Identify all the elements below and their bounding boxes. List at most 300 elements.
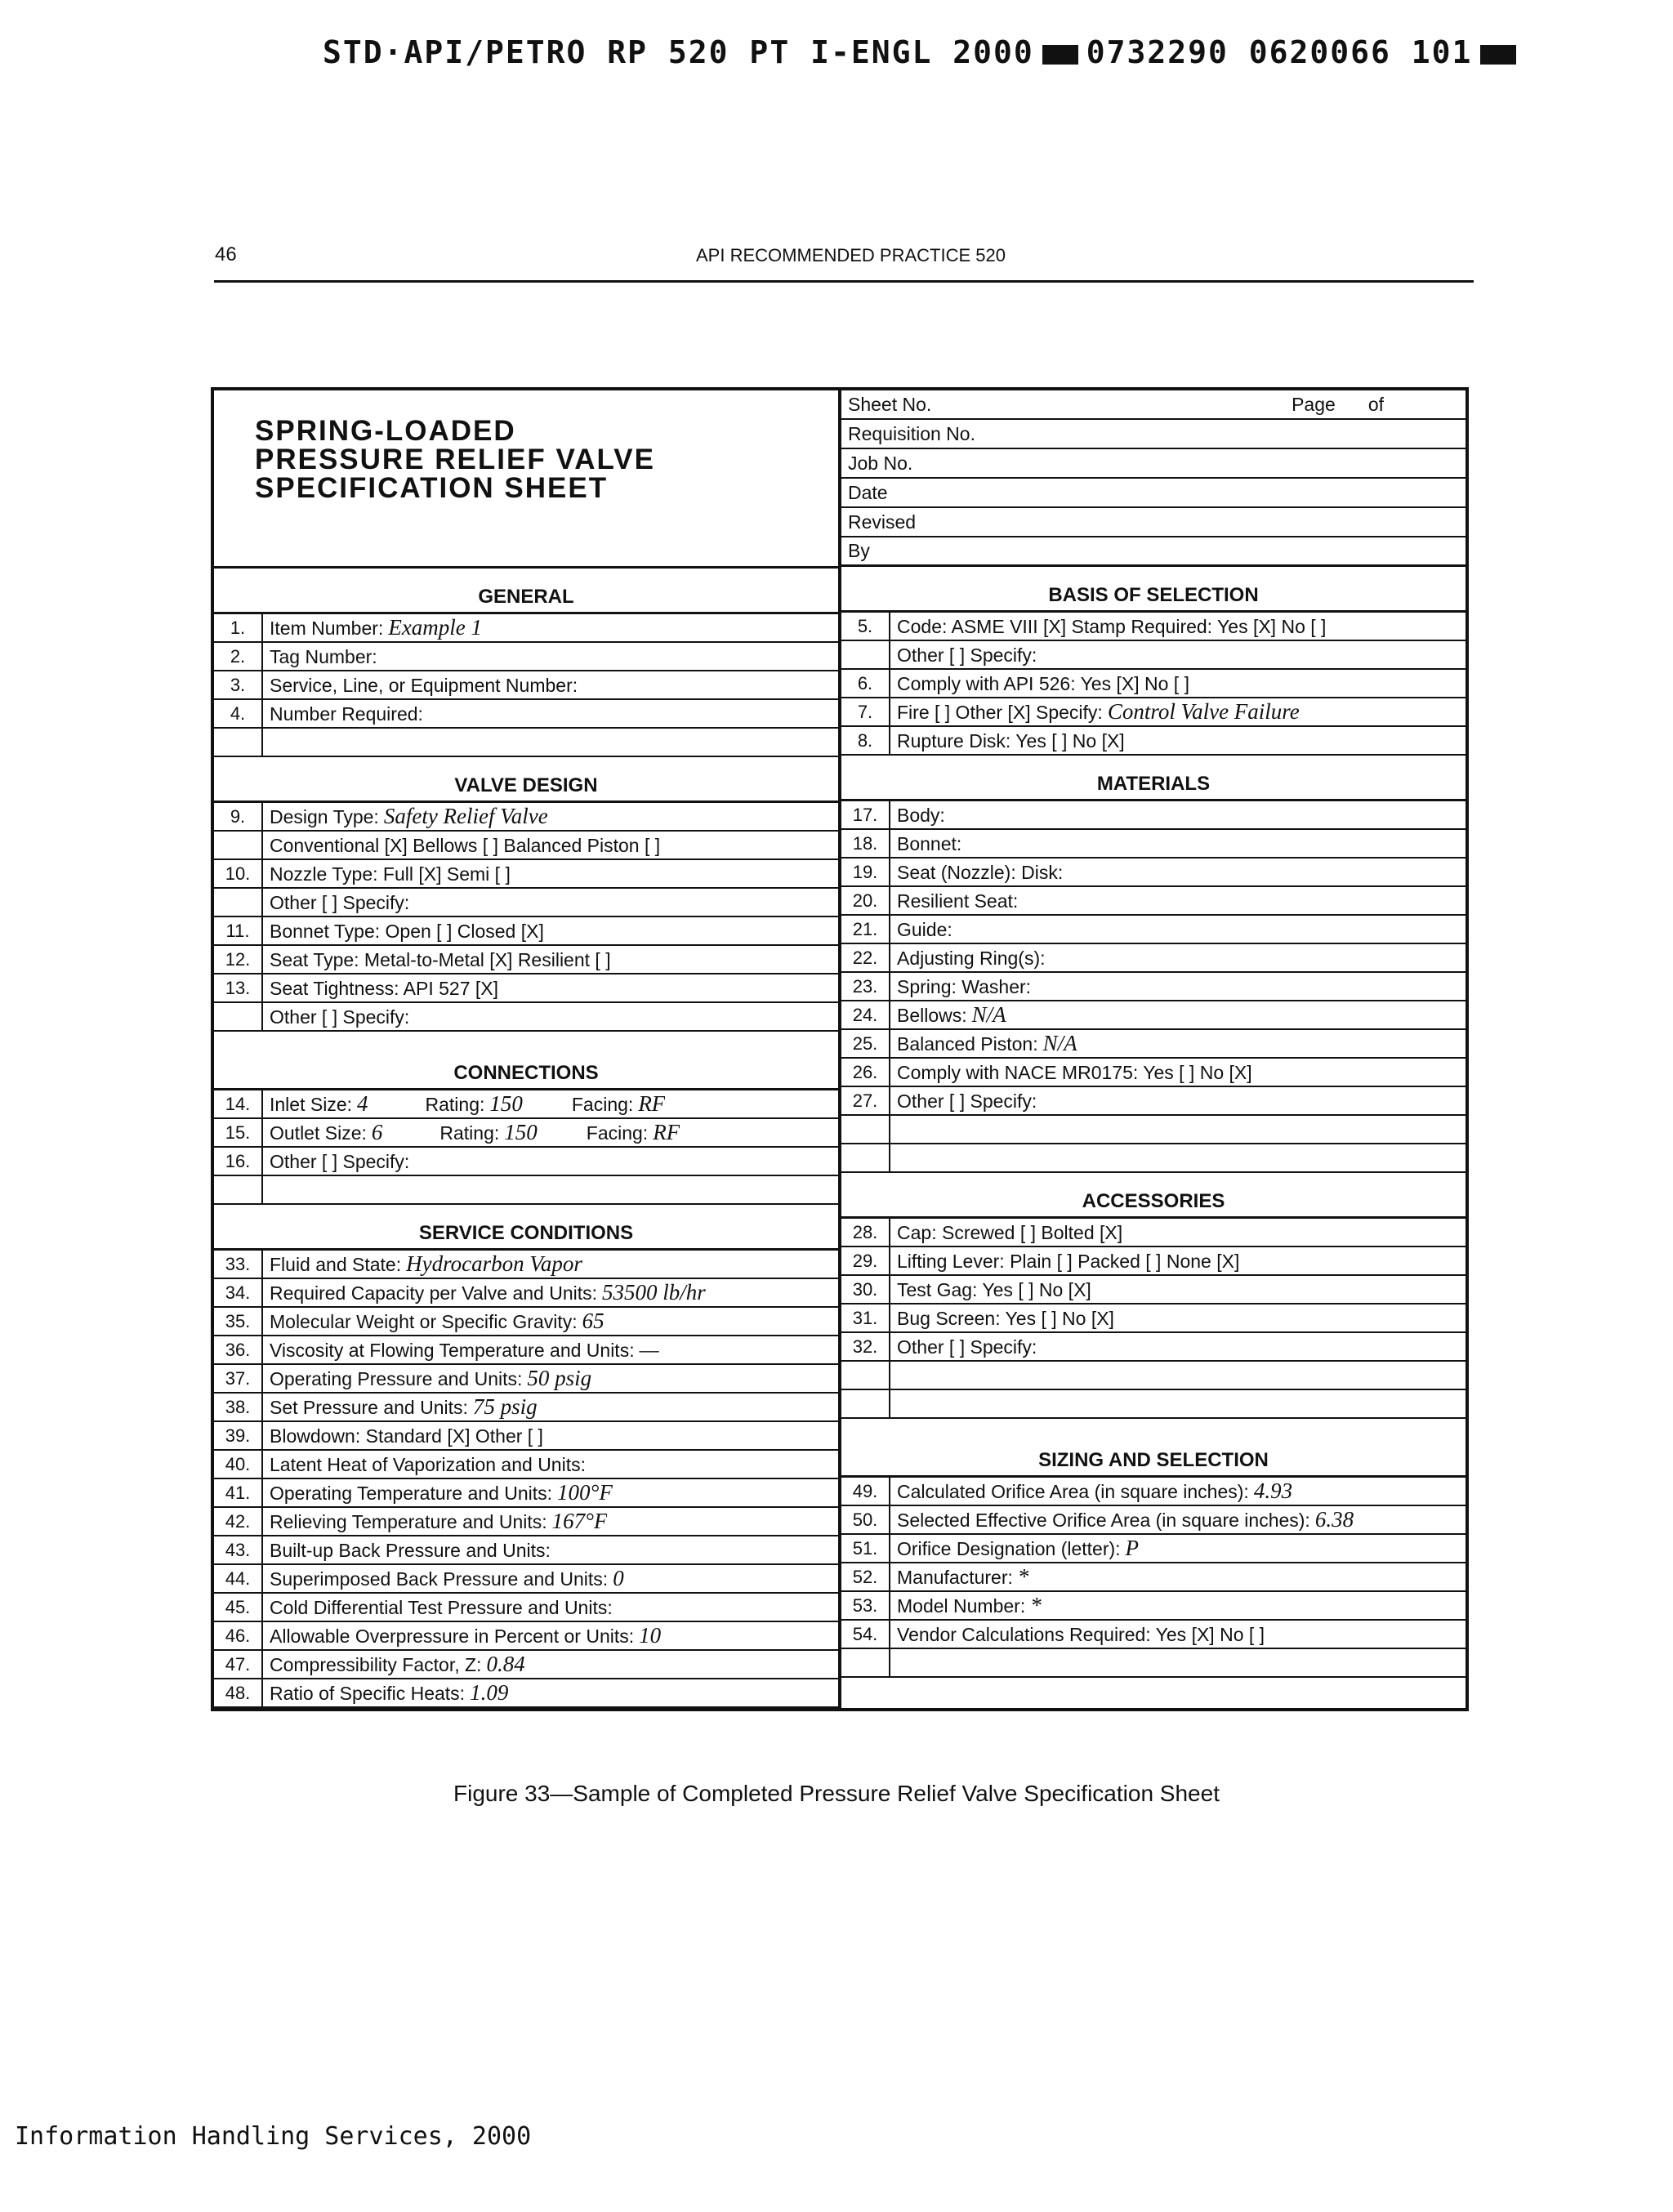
row-field (890, 1507, 1354, 1532)
row-label: Orifice Designation (letter): (897, 1538, 1121, 1559)
row-number: 45. (214, 1594, 263, 1621)
page-label: Page (1292, 393, 1336, 415)
row-label: Superimposed Back Pressure and Units: (270, 1568, 609, 1590)
row-number (841, 1362, 890, 1389)
form-row[interactable] (841, 1621, 1466, 1649)
row-number: 13. (214, 974, 263, 1001)
row-field (263, 1680, 508, 1706)
row-value[interactable]: 4 (357, 1091, 368, 1116)
row-number: 9. (214, 803, 263, 830)
row-number (841, 641, 890, 668)
row-field (263, 1423, 548, 1448)
form-row[interactable] (841, 1116, 1466, 1144)
page-number: 46 (215, 243, 237, 265)
row-number: 27. (841, 1087, 890, 1114)
row-label: Bellows: (897, 1005, 967, 1026)
row-field (890, 671, 1194, 696)
row-label: Seat (Nozzle): Disk: (897, 862, 1064, 883)
row-label: Latent Heat of Vaporization and Units: (270, 1454, 586, 1475)
black-block-icon (1042, 45, 1078, 65)
row-number: 48. (214, 1679, 263, 1706)
row-label: Other [ ] Specify: (270, 1151, 410, 1172)
form-row[interactable] (841, 1247, 1466, 1276)
row-label: Seat Type: Metal-to-Metal [X] Resilient [ ] (270, 949, 611, 970)
document-id-header (323, 34, 1524, 70)
form-row[interactable] (841, 613, 1466, 641)
row-label: Item Number: (270, 618, 384, 639)
form-row[interactable] (214, 700, 838, 729)
row-field (890, 888, 1023, 913)
row-field (263, 918, 549, 943)
row-label: Rupture Disk: Yes [ ] No [X] (897, 730, 1125, 751)
row-number (841, 1144, 890, 1171)
row-field (890, 1564, 1028, 1590)
row-label: Set Pressure and Units: (270, 1397, 468, 1418)
row-number: 47. (214, 1651, 263, 1678)
row-number: 42. (214, 1508, 263, 1535)
row-label: Fluid and State: (270, 1254, 402, 1275)
row-number: 6. (841, 670, 890, 697)
row-field (890, 974, 1036, 999)
figure-caption: Figure 33—Sample of Completed Pressure Relief Valve Specification Sheet (453, 1781, 1220, 1806)
row-number (214, 1176, 263, 1203)
row-value[interactable]: 0.84 (486, 1652, 525, 1676)
row-label: Cap: Screwed [ ] Bolted [X] (897, 1222, 1123, 1243)
of-label: of (1367, 393, 1384, 415)
row-label: Tag Number: (270, 646, 377, 667)
sizing-and-selection-rows (841, 1478, 1466, 1678)
sheet-left-column (214, 390, 841, 1708)
row-number: 11. (214, 917, 263, 944)
row-field (263, 1623, 661, 1648)
form-row[interactable] (214, 1336, 838, 1365)
specification-sheet (211, 387, 1469, 1711)
row-value[interactable]: 1.09 (470, 1680, 509, 1705)
row-field (263, 1337, 659, 1362)
form-row[interactable] (841, 830, 1466, 858)
row-label: Viscosity at Flowing Temperature and Units: (270, 1340, 635, 1361)
by-field[interactable]: By (841, 537, 1466, 567)
row-label: Relieving Temperature and Units: (270, 1511, 547, 1532)
title-line-1: SPRING-LOADED (255, 415, 516, 447)
row-value[interactable]: Safety Relief Valve (383, 804, 548, 828)
row-label: Model Number: (897, 1595, 1026, 1617)
row-number: 22. (841, 944, 890, 971)
row-number: 29. (841, 1247, 890, 1274)
row-number (214, 832, 263, 858)
form-row[interactable] (214, 1148, 838, 1176)
row-label: Code: ASME VIII [X] Stamp Required: Yes [X] No [ ] (897, 616, 1327, 637)
row-number: 5. (841, 613, 890, 640)
row-field (263, 1309, 605, 1334)
row-subvalue[interactable]: 150 (489, 1091, 523, 1116)
row-number: 8. (841, 727, 890, 754)
form-row[interactable] (214, 917, 838, 946)
row-field (890, 613, 1331, 639)
form-row[interactable] (841, 698, 1466, 727)
row-number (214, 889, 263, 916)
form-row[interactable] (214, 643, 838, 671)
form-row[interactable] (841, 1390, 1466, 1419)
form-row[interactable] (214, 1622, 838, 1651)
row-number: 3. (214, 671, 263, 698)
row-field (263, 1594, 618, 1620)
form-row[interactable] (214, 974, 838, 1003)
row-value[interactable]: * (1030, 1593, 1042, 1617)
row-value[interactable]: 4.93 (1253, 1478, 1293, 1503)
row-label: Test Gag: Yes [ ] No [X] (897, 1279, 1091, 1300)
sheet-title (214, 390, 838, 569)
form-row[interactable] (214, 946, 838, 974)
row-label: Resilient Seat: (897, 890, 1019, 912)
row-number: 26. (841, 1059, 890, 1086)
form-row[interactable] (841, 973, 1466, 1001)
row-value[interactable]: 65 (582, 1309, 605, 1333)
row-value[interactable]: N/A (971, 1002, 1006, 1027)
row-field (263, 1480, 613, 1505)
form-row[interactable] (841, 858, 1466, 887)
row-label: Inlet Size: (270, 1094, 352, 1115)
row-number: 32. (841, 1333, 890, 1360)
form-row[interactable] (841, 641, 1466, 670)
row-field (263, 1177, 390, 1202)
row-number: 16. (214, 1148, 263, 1175)
row-field (263, 672, 582, 698)
row-field (890, 1059, 1257, 1085)
form-row[interactable] (214, 1451, 838, 1479)
row-label: Body: (897, 805, 945, 826)
row-number: 39. (214, 1422, 263, 1449)
form-row[interactable] (841, 1362, 1466, 1390)
form-row[interactable] (841, 1506, 1466, 1535)
row-value[interactable]: Example 1 (388, 615, 483, 640)
row-sublabel: Rating: (439, 1122, 500, 1144)
row-label: Cold Differential Test Pressure and Units: (270, 1597, 613, 1618)
form-row[interactable] (214, 1565, 838, 1594)
revised-field[interactable]: Revised (841, 508, 1466, 537)
row-number: 21. (841, 916, 890, 943)
valve-design-rows (214, 803, 838, 1032)
service-conditions-rows (214, 1251, 838, 1708)
form-row[interactable] (214, 1508, 838, 1536)
form-row[interactable] (214, 1003, 838, 1032)
row-field (890, 802, 950, 827)
form-row[interactable] (841, 1276, 1466, 1304)
row-field (890, 1536, 1139, 1561)
form-row[interactable] (214, 1594, 838, 1622)
form-row[interactable] (841, 1219, 1466, 1247)
row-number: 51. (841, 1535, 890, 1562)
form-row[interactable] (841, 1001, 1466, 1030)
form-row[interactable] (214, 671, 838, 700)
row-number (214, 1003, 263, 1030)
row-number: 12. (214, 946, 263, 973)
general-rows (214, 614, 838, 757)
row-number: 28. (841, 1219, 890, 1246)
row-field (263, 804, 548, 829)
row-field (263, 947, 616, 972)
black-block-icon (1480, 45, 1516, 65)
accessories-rows (841, 1219, 1466, 1419)
row-label: Calculated Orifice Area (in square inches): (897, 1481, 1249, 1502)
row-field (890, 699, 1300, 725)
date-field[interactable]: Date (841, 479, 1466, 508)
basis-of-selection-rows (841, 613, 1466, 756)
row-sublabel: Rating: (425, 1094, 485, 1115)
form-row[interactable] (841, 1144, 1466, 1173)
row-subvalue[interactable]: 150 (504, 1120, 538, 1144)
row-field (890, 728, 1130, 753)
row-label: Guide: (897, 919, 952, 940)
row-number: 25. (841, 1030, 890, 1057)
form-row[interactable] (841, 1592, 1466, 1621)
form-row[interactable] (841, 1304, 1466, 1333)
form-row[interactable] (214, 1536, 838, 1565)
row-number: 20. (841, 887, 890, 914)
form-row[interactable] (841, 1649, 1466, 1678)
row-number: 35. (214, 1308, 263, 1335)
row-value[interactable]: 0 (613, 1566, 624, 1590)
row-label: Bug Screen: Yes [ ] No [X] (897, 1308, 1114, 1329)
row-field (263, 861, 515, 886)
job-no-field[interactable]: Job No. (841, 449, 1466, 479)
row-label: Bonnet: (897, 833, 962, 854)
row-number: 37. (214, 1365, 263, 1392)
form-row[interactable] (214, 1251, 838, 1279)
row-number: 4. (214, 700, 263, 727)
row-field (890, 1391, 902, 1416)
row-number (841, 1390, 890, 1417)
row-field (890, 1088, 1042, 1113)
row-label: Other [ ] Specify: (897, 1090, 1037, 1112)
row-number: 2. (214, 643, 263, 670)
row-number: 38. (214, 1394, 263, 1420)
sizing-and-selection-heading: SIZING AND SELECTION (841, 1419, 1466, 1478)
row-label: Adjusting Ring(s): (897, 948, 1046, 969)
row-value[interactable]: 167°F (551, 1509, 608, 1533)
form-row[interactable] (841, 801, 1466, 830)
row-field (263, 1091, 665, 1117)
row-number: 31. (841, 1304, 890, 1331)
row-field (890, 916, 957, 942)
row-label: Manufacturer: (897, 1567, 1013, 1588)
row-value[interactable]: 6 (371, 1120, 383, 1144)
form-row[interactable] (841, 670, 1466, 698)
valve-design-heading: VALVE DESIGN (214, 757, 838, 803)
header-fields (841, 390, 1466, 567)
materials-heading: MATERIALS (841, 756, 1466, 801)
row-number: 1. (214, 614, 263, 641)
row-number: 23. (841, 973, 890, 1000)
connections-rows (214, 1090, 838, 1205)
sheet-no-label: Sheet No. (848, 393, 932, 415)
row-subvalue[interactable]: RF (653, 1120, 680, 1144)
general-heading: GENERAL (214, 569, 838, 614)
row-label: Conventional [X] Bellows [ ] Balanced Piston [ ] (270, 835, 661, 856)
row-field (263, 701, 428, 726)
row-number: 7. (841, 698, 890, 725)
row-number: 50. (841, 1506, 890, 1533)
form-row[interactable] (214, 1090, 838, 1119)
form-row[interactable] (214, 803, 838, 832)
row-field (890, 1621, 1269, 1647)
row-field (263, 644, 382, 669)
form-row[interactable] (841, 916, 1466, 944)
row-field (263, 615, 482, 640)
form-row[interactable] (214, 1119, 838, 1148)
form-row[interactable] (841, 1333, 1466, 1362)
form-row[interactable] (841, 887, 1466, 916)
row-value[interactable]: P (1125, 1536, 1140, 1560)
row-field (263, 1366, 591, 1391)
form-row[interactable] (841, 1535, 1466, 1563)
row-field (263, 1509, 607, 1534)
row-label: Other [ ] Specify: (270, 892, 410, 913)
sheet-top (214, 390, 1466, 1708)
row-label: Number Required: (270, 703, 423, 725)
row-value[interactable]: * (1017, 1564, 1029, 1589)
row-label: Blowdown: Standard [X] Other [ ] (270, 1425, 543, 1447)
row-field (890, 1305, 1119, 1331)
row-label: Ratio of Specific Heats: (270, 1683, 466, 1704)
row-label: Service, Line, or Equipment Number: (270, 675, 578, 696)
row-label: Operating Temperature and Units: (270, 1483, 553, 1504)
row-number: 33. (214, 1251, 263, 1278)
row-label: Vendor Calculations Required: Yes [X] No [ ] (897, 1624, 1265, 1645)
document-id: STD·API/PETRO RP 520 PT I-ENGL 2000 (323, 34, 1034, 70)
form-row[interactable] (841, 1478, 1466, 1506)
row-field (890, 1145, 902, 1171)
form-row[interactable] (214, 1394, 838, 1422)
row-field (263, 1394, 538, 1420)
row-number: 17. (841, 801, 890, 828)
row-field (263, 890, 414, 915)
form-row[interactable] (841, 727, 1466, 756)
row-label: Fire [ ] Other [X] Specify: (897, 702, 1103, 723)
row-number: 24. (841, 1001, 890, 1028)
row-value[interactable]: Hydrocarbon Vapor (406, 1251, 582, 1276)
form-row[interactable] (214, 860, 838, 889)
service-conditions-heading: SERVICE CONDITIONS (214, 1205, 838, 1251)
basis-of-selection-heading: BASIS OF SELECTION (841, 567, 1466, 613)
row-value[interactable]: 75 psig (472, 1394, 538, 1419)
row-field (263, 975, 503, 1001)
row-field (263, 1566, 624, 1591)
page-of-label (1259, 394, 1384, 416)
row-label: Operating Pressure and Units: (270, 1368, 523, 1389)
accessories-heading: ACCESSORIES (841, 1173, 1466, 1219)
form-row[interactable] (841, 944, 1466, 973)
title-line-2: PRESSURE RELIEF VALVE (255, 444, 655, 475)
form-row[interactable] (214, 889, 838, 917)
row-number: 53. (841, 1592, 890, 1619)
sheet-right-column (841, 390, 1466, 1708)
form-row[interactable] (214, 729, 838, 757)
row-label: Allowable Overpressure in Percent or Units: (270, 1626, 635, 1647)
row-number: 52. (841, 1563, 890, 1590)
row-label: Seat Tightness: API 527 [X] (270, 978, 499, 999)
row-value[interactable]: N/A (1042, 1031, 1077, 1055)
footer-source: Information Handling Services, 2000 (15, 2122, 532, 2151)
row-label: Other [ ] Specify: (897, 644, 1037, 666)
form-row[interactable] (214, 1308, 838, 1336)
title-line-3: SPECIFICATION SHEET (255, 472, 609, 504)
row-field (890, 1220, 1127, 1245)
running-head: API RECOMMENDED PRACTICE 520 (696, 245, 1006, 265)
row-label: Lifting Lever: Plain [ ] Packed [ ] None [X] (897, 1251, 1240, 1272)
row-sublabel: Facing: (571, 1094, 634, 1115)
row-number: 14. (214, 1090, 263, 1117)
form-row[interactable] (841, 1030, 1466, 1059)
row-label: Comply with API 526: Yes [X] No [ ] (897, 673, 1189, 694)
form-row[interactable] (841, 1563, 1466, 1592)
row-field (890, 1334, 1042, 1359)
row-field (890, 1031, 1077, 1056)
row-label: Nozzle Type: Full [X] Semi [ ] (270, 863, 511, 885)
form-row[interactable] (841, 1059, 1466, 1087)
row-number: 19. (841, 858, 890, 885)
row-number: 36. (214, 1336, 263, 1363)
row-label: Other [ ] Specify: (897, 1336, 1037, 1358)
form-row[interactable] (214, 1679, 838, 1708)
row-label: Molecular Weight or Specific Gravity: (270, 1311, 578, 1332)
row-field (263, 832, 665, 858)
row-number: 10. (214, 860, 263, 887)
row-field (890, 831, 966, 856)
row-value[interactable]: 10 (639, 1623, 662, 1648)
row-field (890, 1362, 902, 1388)
form-row[interactable] (214, 1422, 838, 1451)
row-value[interactable]: 53500 lb/hr (602, 1280, 706, 1304)
form-row[interactable] (841, 1087, 1466, 1116)
document-code: 0732290 0620066 101 (1086, 34, 1473, 70)
row-label: Balanced Piston: (897, 1033, 1038, 1055)
sheet-no-field[interactable] (841, 390, 1466, 420)
row-sublabel: Facing: (586, 1122, 649, 1144)
form-row[interactable] (214, 1279, 838, 1308)
row-number: 54. (841, 1621, 890, 1648)
row-number: 41. (214, 1479, 263, 1506)
row-value[interactable]: 6.38 (1314, 1507, 1354, 1532)
row-field (890, 1002, 1006, 1028)
form-row[interactable] (214, 1365, 838, 1394)
row-field (890, 642, 1042, 667)
row-number: 46. (214, 1622, 263, 1649)
row-value[interactable]: Control Valve Failure (1107, 699, 1300, 724)
row-number: 15. (214, 1119, 263, 1146)
form-row[interactable] (214, 614, 838, 643)
row-field (890, 1117, 902, 1142)
row-field (890, 1478, 1292, 1504)
row-value[interactable]: — (639, 1337, 659, 1362)
row-field (890, 1277, 1096, 1302)
form-row[interactable] (214, 832, 838, 860)
materials-rows (841, 801, 1466, 1173)
requisition-no-field[interactable]: Requisition No. (841, 420, 1466, 449)
row-number (841, 1649, 890, 1676)
row-subvalue[interactable]: RF (638, 1091, 666, 1116)
row-field (263, 729, 274, 755)
form-row[interactable] (214, 1176, 838, 1205)
row-field (890, 1650, 902, 1675)
form-row[interactable] (214, 1479, 838, 1508)
form-row[interactable] (214, 1651, 838, 1679)
row-field (890, 945, 1051, 970)
row-label: Selected Effective Orifice Area (in square inches): (897, 1510, 1310, 1531)
row-field (263, 1452, 591, 1477)
row-value[interactable]: 100°F (557, 1480, 613, 1505)
row-value[interactable]: 50 psig (527, 1366, 592, 1390)
